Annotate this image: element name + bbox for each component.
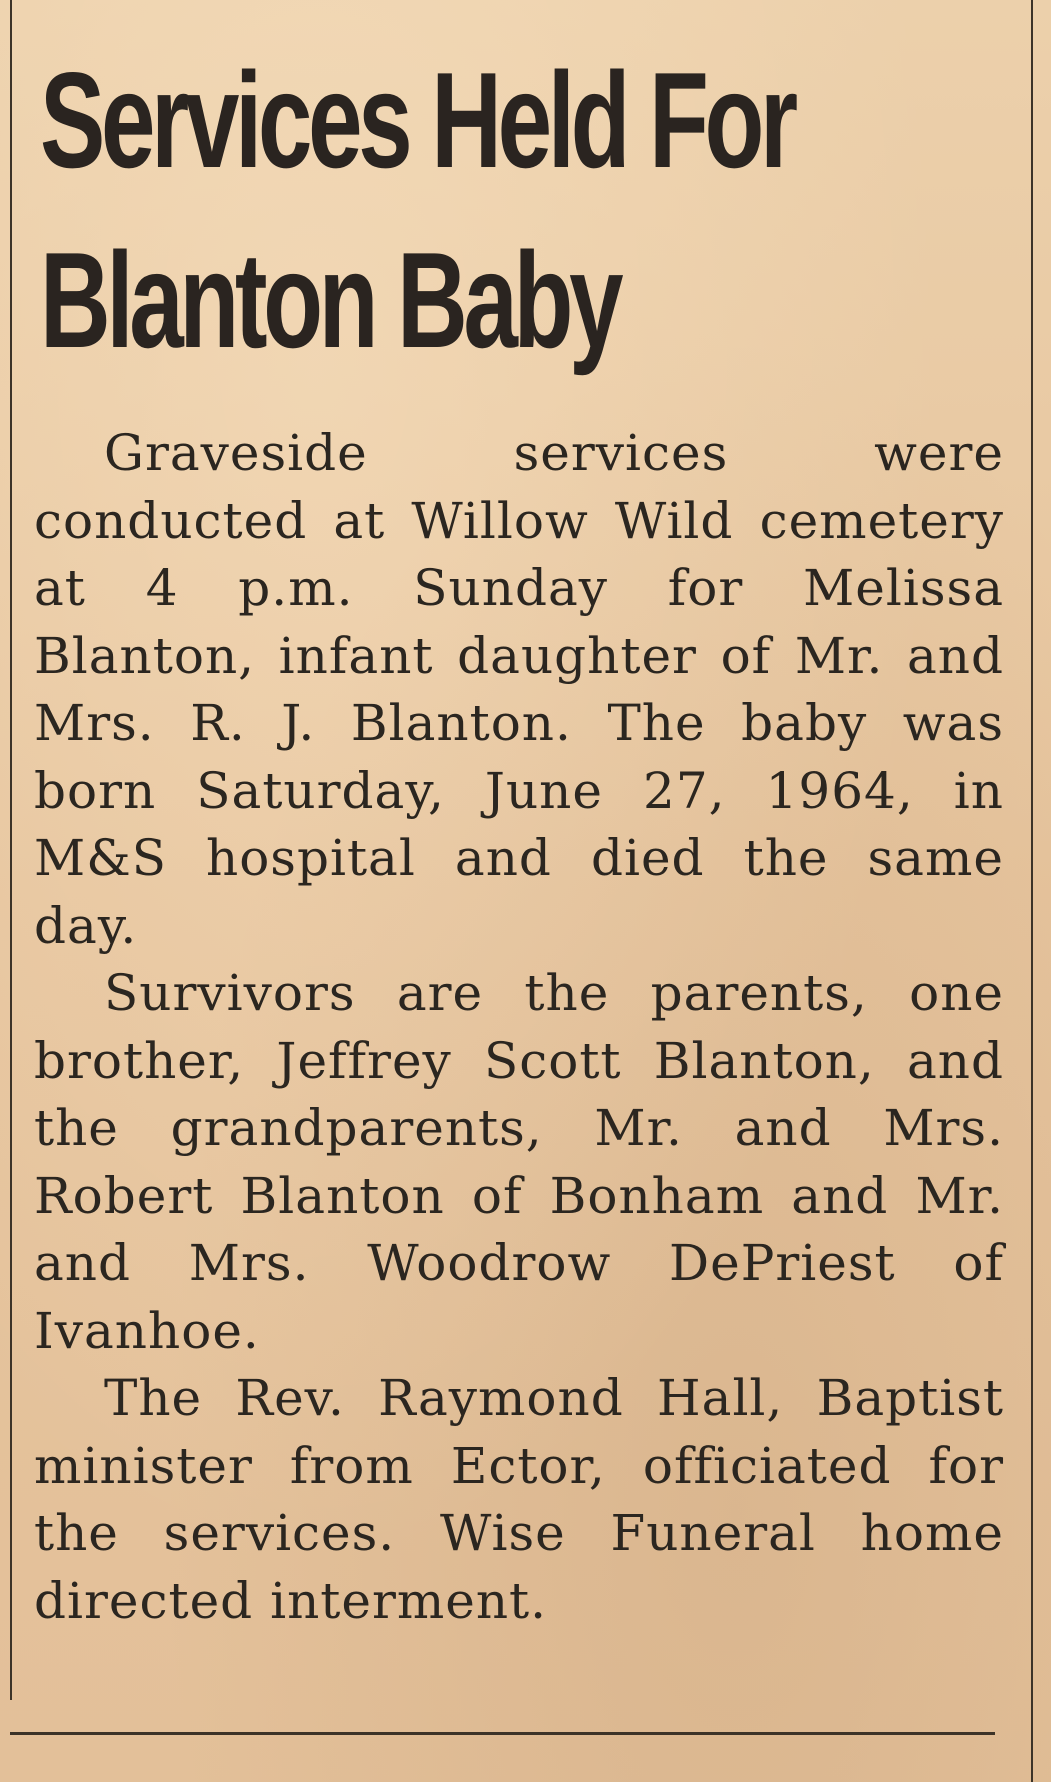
article-paragraph: Survivors are the parents, one brother, Jeffrey Scott Blanton, and the grandparents, Mr. and Mrs. Robert Blanton of Bonham and Mr. and Mrs. Woodrow DePriest of Ivanhoe. bbox=[34, 964, 1004, 1360]
headline-line-2: Blanton Baby bbox=[40, 224, 620, 376]
headline-line-1: Services Held For bbox=[40, 44, 794, 196]
article-paragraph: The Rev. Raymond Hall, Baptist minister from Ector, officiated for the services. Wise Funeral home directed interment. bbox=[34, 1369, 1004, 1630]
column-rule-bottom bbox=[10, 1732, 995, 1735]
column-rule-right bbox=[1031, 0, 1033, 1782]
article-body bbox=[34, 420, 1004, 1635]
article-paragraph: Graveside services were conducted at Willow Wild cemetery at 4 p.m. Sunday for Melissa Blanton, infant daughter of Mr. and Mrs. R. J. Blanton. The baby was born Saturday, June 27, 1964, in M&S hospital and died the same day. bbox=[34, 424, 1004, 955]
column-rule-left bbox=[10, 0, 12, 1700]
headline bbox=[40, 30, 794, 390]
